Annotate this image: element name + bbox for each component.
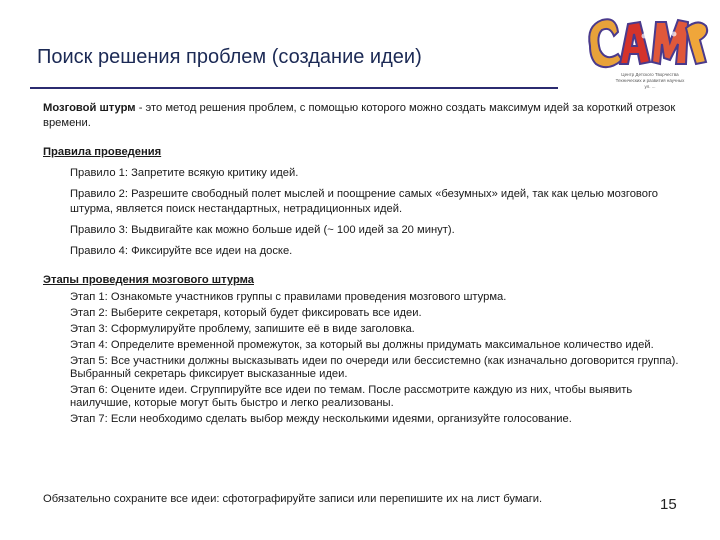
slide-body <box>43 101 693 426</box>
rules-section <box>43 145 693 259</box>
stage-item: Этап 3: Сформулируйте проблему, запишите её в виде заголовка. <box>70 323 415 335</box>
title-underline <box>30 87 558 89</box>
rule-item: Правило 4: Фиксируйте все идеи на доске. <box>70 245 293 257</box>
stage-item: Этап 5: Все участники должны высказывать идеи по очереди или бессистемно (как изначально договорится группа). Выбранный секретарь фиксирует высказанные идеи. <box>70 355 679 380</box>
logo-caption: Центр Детского Творчества Технических и развития научных ул. ... <box>615 72 685 89</box>
stage-item: Этап 7: Если необходимо сделать выбор между несколькими идеями, организуйте голосование. <box>70 413 572 425</box>
rule-item: Правило 2: Разрешите свободный полет мыслей и поощрение самых «безумных» идей, так как целью мозгового штурма, является поиск нестандартных, нетрадиционных идей. <box>70 188 659 215</box>
page-number: 15 <box>660 496 677 513</box>
intro-paragraph <box>43 101 693 131</box>
stages-heading: Этапы проведения мозгового штурма <box>43 274 254 286</box>
rule-item: Правило 3: Выдвигайте как можно больше идей (~ 100 идей за 20 минут). <box>70 224 455 236</box>
stage-item: Этап 6: Оцените идеи. Сгруппируйте все идеи по темам. После рассмотрите каждую из них, чтобы выявить наилучшие, которые могут быть быстро и легко реализованы. <box>70 384 633 409</box>
stage-item: Этап 4: Определите временной промежуток, за который вы должны придумать максимальное количество идей. <box>70 339 654 351</box>
stage-item: Этап 1: Ознакомьте участников группы с правилами проведения мозгового штурма. <box>70 291 507 303</box>
footer-note: Обязательно сохраните все идеи: сфотографируйте записи или перепишите их на лист бумаги. <box>43 493 543 505</box>
rules-heading: Правила проведения <box>43 146 162 158</box>
intro-definition: - это метод решения проблем, с помощью которого можно создать максимум идей за короткий отрезок времени. <box>43 102 676 129</box>
rule-item: Правило 1: Запретите всякую критику идей. <box>70 167 299 179</box>
logo-letters <box>589 19 707 67</box>
stages-section <box>43 273 693 426</box>
stage-item: Этап 2: Выберите секретаря, который будет фиксировать все идеи. <box>70 307 422 319</box>
intro-term: Мозговой штурм <box>43 102 136 114</box>
page-title: Поиск решения проблем (создание идеи) <box>37 46 422 68</box>
